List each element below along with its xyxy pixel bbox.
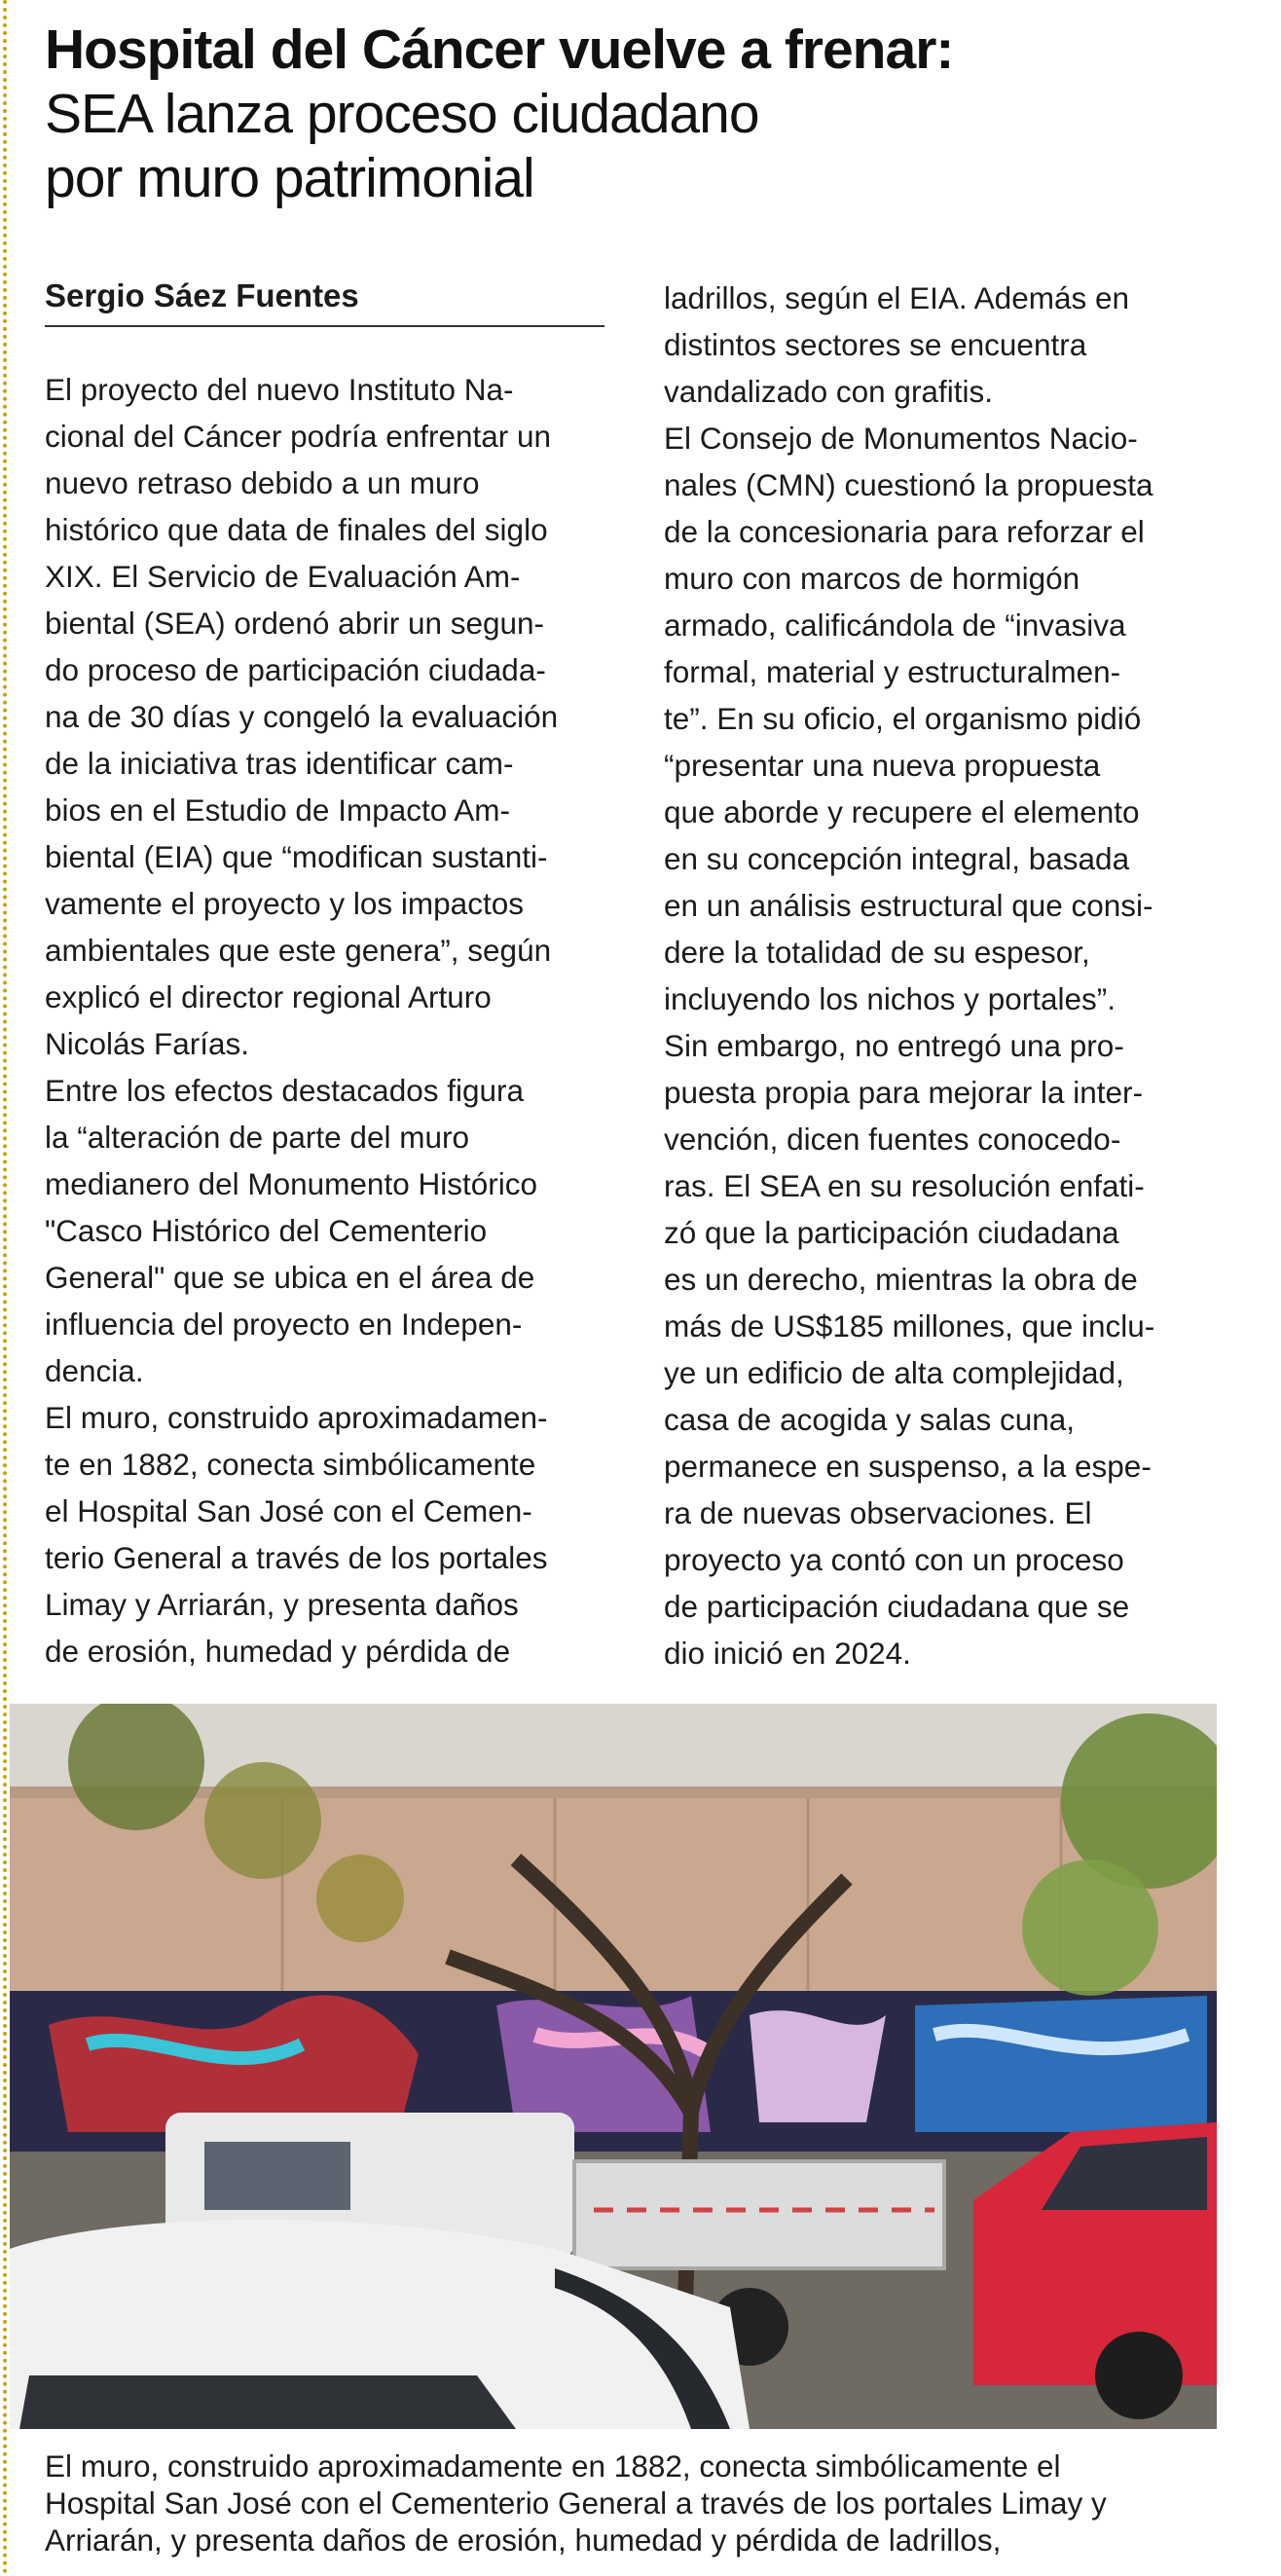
article-text-line: en su concepción integral, basada (664, 841, 1130, 876)
article-text-line: dere la totalidad de su espesor, (664, 935, 1090, 970)
article-text-line: biental (SEA) ordenó abrir un segun- (45, 606, 545, 641)
article-text-line: nales (CMN) cuestionó la propuesta (664, 467, 1153, 502)
article-photo (10, 1704, 1217, 2429)
article-text-line: XIX. El Servicio de Evaluación Am- (45, 559, 521, 594)
photo-illustration (10, 1704, 1217, 2429)
caption-line: El muro, construido aproximadamente en 1882, conecta simbólicamente el (45, 2448, 1061, 2484)
article-text-line: biental (EIA) que “modifican sustanti- (45, 839, 548, 874)
article-text-line: El muro, construido aproximadamen- (45, 1400, 548, 1435)
article-text-line: ye un edificio de alta complejidad, (664, 1355, 1124, 1390)
article-text-line: terio General a través de los portales (45, 1540, 548, 1575)
article-text-line: casa de acogida y salas cuna, (664, 1402, 1076, 1437)
article-text-line: proyecto ya contó con un proceso (664, 1542, 1124, 1577)
article-text-line: El Consejo de Monumentos Nacio- (664, 421, 1138, 456)
author-byline: Sergio Sáez Fuentes (45, 273, 604, 327)
article-text-line: permanece en suspenso, a la espe- (664, 1449, 1152, 1484)
article-text-line: te en 1882, conecta simbólicamente (45, 1447, 536, 1482)
article-text-line: Nicolás Farías. (45, 1026, 250, 1061)
article-text-line: General" que se ubica en el área de (45, 1260, 535, 1295)
article-text-line: de participación ciudadana que se (664, 1589, 1130, 1624)
article-text-line: muro con marcos de hormigón (664, 561, 1080, 596)
article-text-line: dencia. (45, 1353, 144, 1388)
headline-line-3: por muro patrimonial (45, 147, 534, 209)
article-text-line: dio inició en 2024. (664, 1636, 911, 1671)
article-text-line: “presentar una nueva propuesta (664, 748, 1101, 783)
left-column-text (45, 366, 604, 1674)
article-text-line: Entre los efectos destacados figura (45, 1073, 525, 1108)
article-text-line: de la iniciativa tras identificar cam- (45, 746, 514, 781)
article-text-line: nuevo retraso debido a un muro (45, 465, 480, 500)
article-text-line: vandalizado con grafitis. (664, 374, 993, 409)
article-text-line: histórico que data de finales del siglo (45, 512, 548, 547)
article-text-line: influencia del proyecto en Indepen- (45, 1306, 523, 1342)
article-text-line: la “alteración de parte del muro (45, 1120, 469, 1155)
caption-line: Arriarán, y presenta daños de erosión, humedad y pérdida de ladrillos, (45, 2522, 1002, 2558)
article-text-line: do proceso de participación ciudada- (45, 652, 546, 687)
article-text-line: "Casco Histórico del Cementerio (45, 1213, 488, 1248)
photo-caption (45, 2447, 1252, 2558)
article-text-line: vamente el proyecto y los impactos (45, 886, 524, 921)
article-text-line: incluyendo los nichos y portales”. (664, 981, 1116, 1016)
article-text-line: zó que la participación ciudadana (664, 1215, 1119, 1250)
headline-line-1: Hospital del Cáncer vuelve a frenar: (45, 18, 954, 81)
article-text-line: cional del Cáncer podría enfrentar un (45, 419, 552, 454)
article-text-line: El proyecto del nuevo Instituto Na- (45, 372, 514, 407)
right-column-text (664, 275, 1238, 1676)
article-text-line: el Hospital San José con el Cemen- (45, 1493, 532, 1528)
article-text-line: distintos sectores se encuentra (664, 327, 1087, 362)
article-text-line: armado, calificándola de “invasiva (664, 607, 1126, 643)
article-text-line: Limay y Arriarán, y presenta daños (45, 1587, 519, 1622)
article-column-right (664, 275, 1238, 1676)
article-text-line: puesta propia para mejorar la inter- (664, 1075, 1144, 1110)
article-text-line: ladrillos, según el EIA. Además en (664, 280, 1130, 315)
headline-line-2: SEA lanza proceso ciudadano (45, 83, 759, 145)
article-text-line: formal, material y estructuralmen- (664, 654, 1121, 689)
article-text-line: ambientales que este genera”, según (45, 933, 552, 968)
article-text-line: es un derecho, mientras la obra de (664, 1262, 1138, 1297)
article-text-line: medianero del Monumento Histórico (45, 1166, 537, 1201)
article-text-line: explicó el director regional Arturo (45, 979, 492, 1014)
article-column-left (45, 273, 604, 1674)
article-text-line: ras. El SEA en su resolución enfati- (664, 1168, 1145, 1203)
caption-line: Hospital San José con el Cementerio General a través de los portales Limay y (45, 2485, 1107, 2521)
article-text-line: de erosión, humedad y pérdida de (45, 1634, 511, 1669)
article-text-line: ra de nuevas observaciones. El (664, 1495, 1092, 1530)
headline (45, 18, 1232, 210)
article-text-line: te”. En su oficio, el organismo pidió (664, 701, 1142, 736)
article-text-line: que aborde y recupere el elemento (664, 794, 1140, 829)
article-text-line: na de 30 días y congeló la evaluación (45, 699, 559, 734)
article-text-line: de la concesionaria para reforzar el (664, 514, 1145, 549)
article-text-line: vención, dicen fuentes conocedo- (664, 1122, 1121, 1157)
margin-dotted-rule (3, 0, 7, 2576)
article-text-line: Sin embargo, no entregó una pro- (664, 1028, 1124, 1063)
article-text-line: más de US$185 millones, que inclu- (664, 1308, 1155, 1343)
article-text-line: bios en el Estudio de Impacto Am- (45, 792, 511, 828)
article-text-line: en un análisis estructural que consi- (664, 888, 1153, 923)
